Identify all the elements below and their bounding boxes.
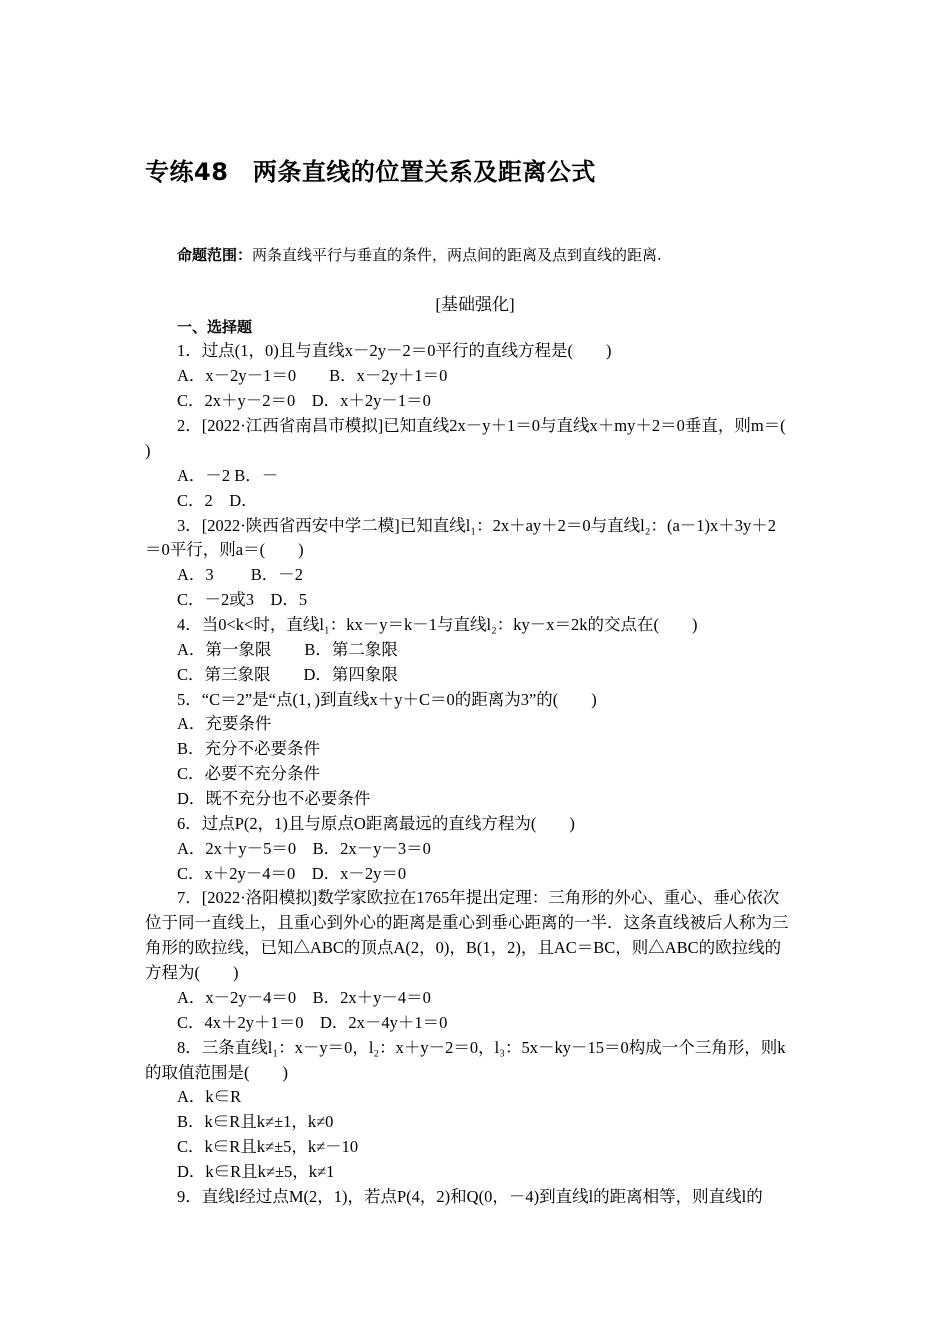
question-7-cont-3: 方程为( ) — [145, 963, 239, 982]
question-4-options-ab: A．第一象限 B．第二象限 — [177, 640, 398, 659]
question-3: 3．[2022·陕西省西安中学二模]已知直线l₁：2x＋ay＋2＝0与直线l₂：(a－1)x＋3y＋2 — [177, 516, 777, 535]
question-8-option-a: A．k∈R — [177, 1087, 242, 1106]
question-1: 1．过点(1，0)且与直线x－2y－2＝0平行的直线方程是( ) — [177, 341, 612, 360]
question-2: 2．[2022·江西省南昌市模拟]已知直线2x－y＋1＝0与直线x＋my＋2＝0垂直，则m＝( — [177, 416, 786, 435]
question-3-cont: ＝0平行，则a＝( ) — [145, 540, 304, 559]
question-4-options-cd: C．第三象限 D．第四象限 — [177, 665, 398, 684]
question-5: 5．“C＝2”是“点(1，)到直线x＋y＋C＝0的距离为3”的( ) — [177, 690, 597, 709]
question-1-options-ab: A．x－2y－1＝0 B．x－2y＋1＝0 — [177, 366, 448, 385]
topic-scope — [177, 244, 662, 265]
question-5-option-a: A．充要条件 — [177, 714, 272, 733]
question-6: 6．过点P(2，1)且与原点O距离最远的直线方程为( ) — [177, 814, 575, 833]
question-7-options-cd: C．4x＋2y＋1＝0 D．2x－4y＋1＝0 — [177, 1013, 448, 1032]
part-heading: 一、选择题 — [177, 318, 253, 336]
question-5-option-d: D．既不充分也不必要条件 — [177, 789, 371, 808]
question-1-options-cd: C．2x＋y－2＝0 D．x＋2y－1＝0 — [177, 391, 431, 410]
question-7-cont-1: 位于同一直线上，且重心到外心的距离是重心到垂心距离的一半．这条直线被后人称为三 — [145, 913, 789, 932]
question-3-options-cd: C．－2或3 D．5 — [177, 590, 308, 609]
question-6-options-ab: A．2x＋y－5＝0 B．2x－y－3＝0 — [177, 839, 431, 858]
question-2-options-ab: A．－2 B．－ — [177, 466, 279, 485]
question-7-options-ab: A．x－2y－4＝0 B．2x＋y－4＝0 — [177, 988, 431, 1007]
question-5-option-c: C．必要不充分条件 — [177, 764, 321, 783]
page-title: 专练48 两条直线的位置关系及距离公式 — [145, 158, 596, 186]
question-8: 8．三条直线l₁：x－y＝0，l₂：x＋y－2＝0，l₃：5x－ky－15＝0构成一个三角形，则k — [177, 1038, 786, 1057]
question-7-cont-2: 角形的欧拉线，已知△ABC的顶点A(2，0)，B(1，2)，且AC＝BC，则△ABC的欧拉线的 — [145, 938, 782, 957]
question-6-options-cd: C．x＋2y－4＝0 D．x－2y＝0 — [177, 864, 407, 883]
question-3-options-ab: A．3 B．－2 — [177, 565, 304, 584]
topic-scope-text: 两条直线平行与垂直的条件，两点间的距离及点到直线的距离. — [252, 246, 662, 264]
question-8-option-b: B．k∈R且k≠±1，k≠0 — [177, 1112, 334, 1131]
question-7: 7．[2022·洛阳模拟]数学家欧拉在1765年提出定理：三角形的外心、重心、垂心依次 — [177, 888, 780, 907]
question-2-options-cd: C．2 D． — [177, 491, 258, 510]
question-8-option-d: D．k∈R且k≠±5，k≠1 — [177, 1162, 335, 1181]
question-5-option-b: B．充分不必要条件 — [177, 739, 321, 758]
section-heading: [基础强化] — [435, 295, 515, 314]
question-2-cont: ) — [145, 441, 151, 460]
question-9: 9．直线l经过点M(2，1)，若点P(4，2)和Q(0，－4)到直线l的距离相等，则直线l的 — [177, 1187, 763, 1206]
topic-scope-label: 命题范围： — [177, 246, 253, 264]
question-8-option-c: C．k∈R且k≠±5，k≠－10 — [177, 1137, 359, 1156]
question-4: 4．当0<k<时，直线l₁：kx－y＝k－1与直线l₂：ky－x＝2k的交点在( ) — [177, 615, 698, 634]
question-8-cont: 的取值范围是( ) — [145, 1063, 288, 1082]
